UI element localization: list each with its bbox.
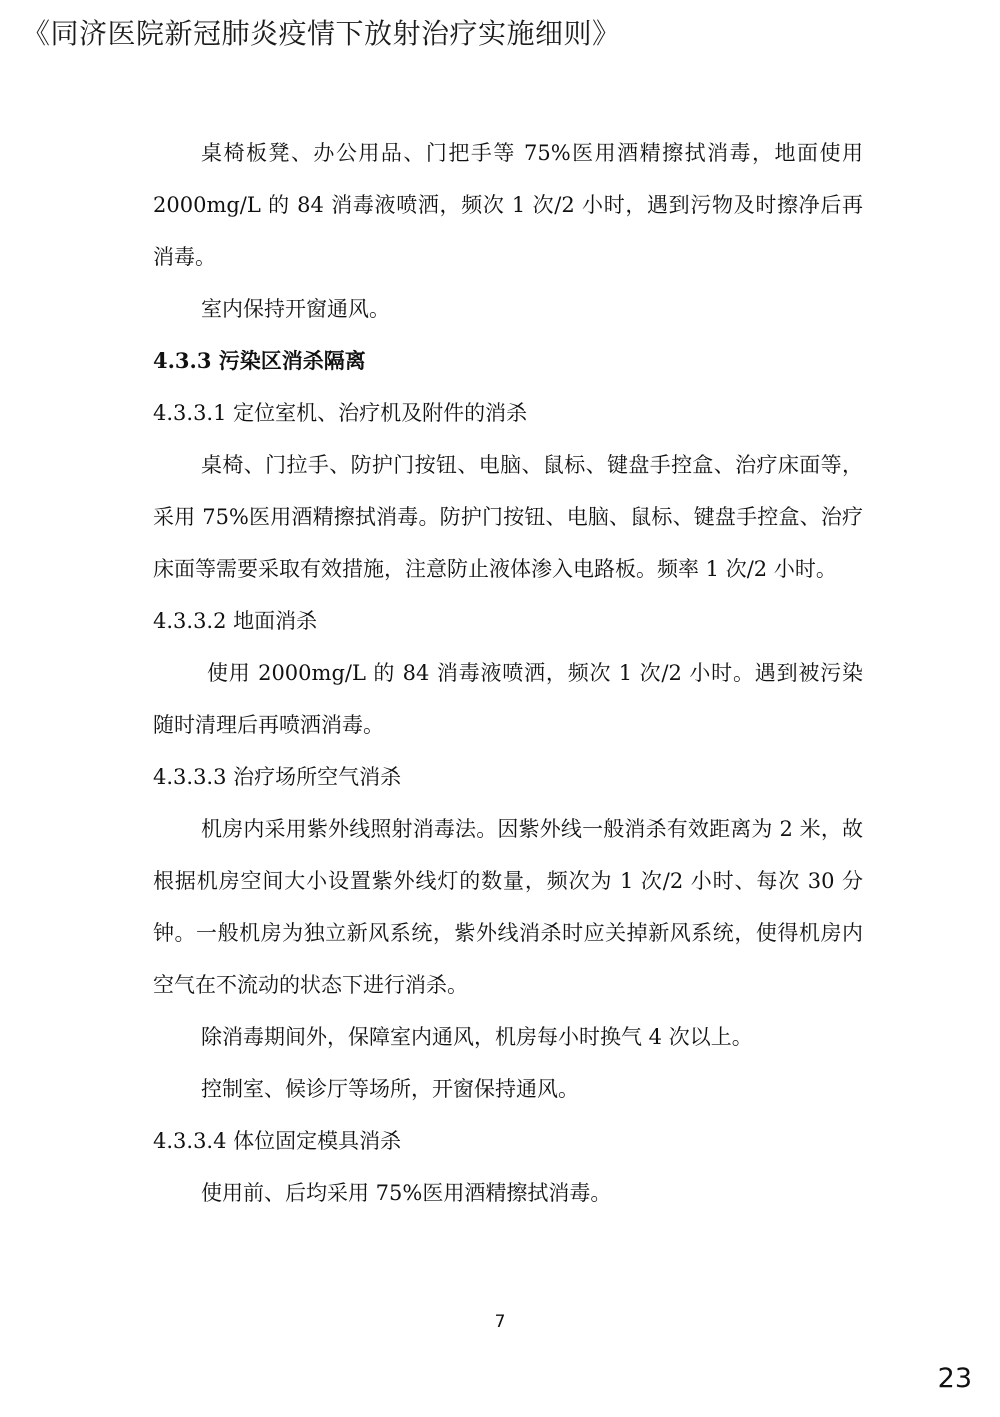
paragraph-floor-disinfection: 使用 2000mg/L 的 84 消毒液喷洒，频次 1 次/2 小时。遇到被污染随时清理后再喷洒消毒。 bbox=[153, 661, 863, 737]
subsection-heading-4-3-3-1: 4.3.3.1 定位室机、治疗机及附件的消杀 bbox=[153, 401, 528, 425]
paragraph-air-disinfection: 机房内采用紫外线照射消毒法。因紫外线一般消杀有效距离为 2 米，故根据机房空间大小设置紫外线灯的数量，频次为 1 次/2 小时、每次 30 分钟。一般机房为独立新风系统，紫外线消杀时应关掉新风系统，使得机房内空气在不流动的状态下进行消杀。 bbox=[153, 817, 863, 997]
paragraph-ventilation: 室内保持开窗通风。 bbox=[201, 297, 390, 321]
paragraph-mold-disinfection: 使用前、后均采用 75%医用酒精擦拭消毒。 bbox=[201, 1181, 612, 1205]
section-heading-4-3-3: 4.3.3 污染区消杀隔离 bbox=[153, 348, 366, 373]
document-header-title: 《同济医院新冠肺炎疫情下放射治疗实施细则》 bbox=[22, 17, 621, 50]
sheet-number: 23 bbox=[937, 1363, 972, 1394]
page-number: 7 bbox=[494, 1312, 506, 1332]
subsection-heading-4-3-3-2: 4.3.3.2 地面消杀 bbox=[153, 609, 318, 633]
document-body bbox=[153, 127, 863, 1219]
paragraph-control-room-ventilation: 控制室、候诊厅等场所，开窗保持通风。 bbox=[201, 1077, 579, 1101]
paragraph-furniture-disinfection: 桌椅板凳、办公用品、门把手等 75%医用酒精擦拭消毒，地面使用 2000mg/L 的 84 消毒液喷洒，频次 1 次/2 小时，遇到污物及时擦净后再消毒。 bbox=[153, 141, 863, 269]
paragraph-room-ventilation: 除消毒期间外，保障室内通风，机房每小时换气 4 次以上。 bbox=[201, 1025, 753, 1049]
paragraph-equipment-disinfection: 桌椅、门拉手、防护门按钮、电脑、鼠标、键盘手控盒、治疗床面等，采用 75%医用酒精擦拭消毒。防护门按钮、电脑、鼠标、键盘手控盒、治疗床面等需要采取有效措施，注意防止液体渗入电路板。频率 1 次/2 小时。 bbox=[153, 453, 863, 581]
subsection-heading-4-3-3-3: 4.3.3.3 治疗场所空气消杀 bbox=[153, 765, 402, 789]
subsection-heading-4-3-3-4: 4.3.3.4 体位固定模具消杀 bbox=[153, 1129, 402, 1153]
